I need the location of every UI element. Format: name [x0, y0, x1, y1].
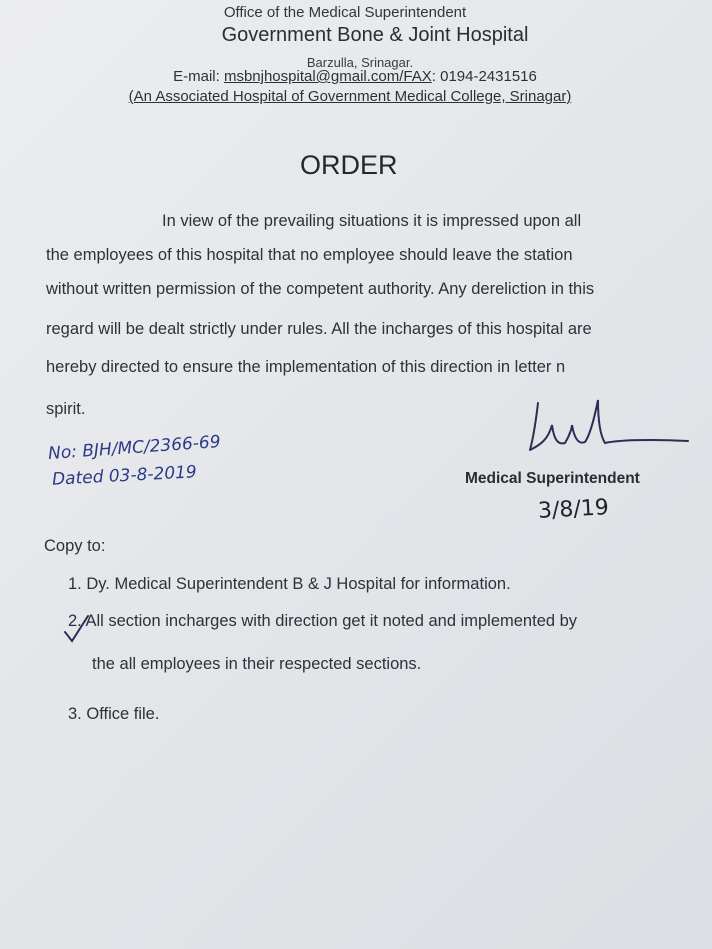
signature-icon: [510, 395, 690, 465]
copy-item-number: 3.: [68, 705, 82, 723]
copy-item: [68, 612, 577, 631]
copy-item-number: 1.: [68, 575, 82, 593]
document-title: ORDER: [300, 150, 398, 180]
copy-to-label: Copy to:: [44, 537, 106, 555]
copy-item: [68, 705, 159, 724]
copy-item-text: All section incharges with direction get it noted and implemented by: [85, 612, 578, 630]
copy-item-text: Dy. Medical Superintendent B & J Hospital for information.: [86, 575, 511, 593]
hospital-location: Barzulla, Srinagar.: [306, 55, 414, 70]
copy-item-number: 2.: [68, 612, 82, 630]
fax-number: : 0194-2431516: [431, 68, 537, 85]
signatory-date: 3/8/19: [537, 495, 610, 524]
email-address: msbnjhospital@gmail.com/FAX: [223, 68, 432, 85]
body-line: In view of the prevailing situations it is impressed upon all: [162, 212, 582, 230]
checkmark-icon: [62, 614, 92, 644]
contact-line: [145, 68, 565, 85]
body-line: without written permission of the competent authority. Any dereliction in this: [46, 280, 595, 298]
body-line: spirit.: [46, 400, 86, 418]
reference-number: No: BJH/MC/2366-69: [47, 431, 222, 465]
copy-item-continuation: the all employees in their respected sections.: [92, 655, 422, 673]
hospital-name: Government Bone & Joint Hospital: [221, 24, 529, 46]
email-prefix: E-mail:: [173, 68, 224, 85]
reference-date: Dated 03-8-2019: [51, 462, 198, 490]
body-line: the employees of this hospital that no employee should leave the station: [46, 246, 573, 264]
copy-item: [68, 575, 511, 594]
body-line: regard will be dealt strictly under rules. All the incharges of this hospital are: [46, 320, 592, 338]
copy-item-text: Office file.: [86, 705, 160, 723]
office-name: Office of the Medical Superintendent: [223, 4, 467, 21]
affiliation-line: (An Associated Hospital of Government Medical College, Srinagar): [128, 88, 572, 105]
signatory-title: Medical Superintendent: [465, 470, 640, 487]
body-line: hereby directed to ensure the implementation of this direction in letter n: [46, 358, 566, 376]
